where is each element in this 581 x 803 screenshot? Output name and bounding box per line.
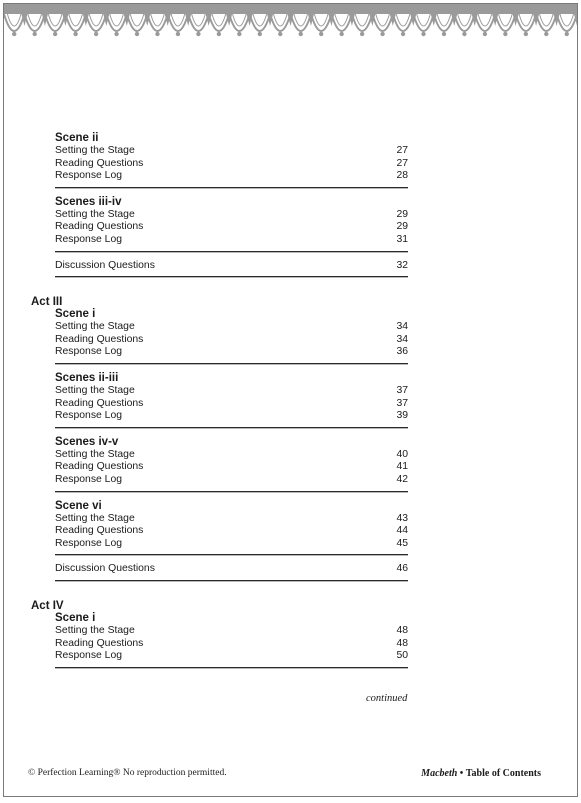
- toc-entry-label: Setting the Stage: [55, 625, 135, 636]
- scene-heading: Scenes ii-iii: [55, 372, 119, 384]
- toc-entry-label: Discussion Questions: [55, 563, 155, 575]
- toc-entry: [55, 334, 408, 346]
- toc-entry-label: Reading Questions: [55, 157, 144, 169]
- toc-entry-label: Setting the Stage: [55, 512, 135, 524]
- toc-entry: [55, 638, 408, 650]
- scalloped-border-ornament: [4, 4, 577, 52]
- continued-note: continued: [366, 693, 408, 704]
- footer-section: Table of Contents: [465, 768, 541, 779]
- toc-entry: [55, 346, 408, 358]
- toc-entry: [55, 158, 408, 170]
- scene-heading: Scene ii: [55, 132, 99, 144]
- scene-heading: Scene vi: [55, 499, 102, 512]
- act-heading: Act IV: [31, 600, 64, 612]
- toc-entry-label: Response Log: [55, 170, 123, 182]
- toc-entry-page: 48: [396, 625, 408, 636]
- divider-rule: [55, 491, 408, 493]
- toc-entry-label: Setting the Stage: [55, 321, 135, 333]
- toc-entry-page: 43: [396, 512, 408, 524]
- toc-entry-label: Setting the Stage: [55, 448, 135, 460]
- divider-rule: [55, 667, 408, 669]
- toc-entry: [55, 525, 408, 537]
- toc-entry-page: 37: [396, 397, 408, 409]
- toc-entry-label: Response Log: [55, 234, 123, 245]
- toc-entry: [55, 209, 408, 221]
- toc-entry-label: Response Log: [55, 410, 123, 422]
- toc-entry-page: 34: [396, 321, 408, 333]
- toc-entry-page: 36: [396, 346, 408, 358]
- act-heading: Act III: [31, 296, 63, 309]
- divider-rule: [55, 276, 408, 278]
- toc-entry-label: Response Log: [55, 346, 123, 358]
- toc-entry-page: 27: [396, 157, 408, 169]
- footer-separator: •: [459, 768, 464, 779]
- toc-entry-page: 27: [396, 145, 408, 156]
- footer-title: [421, 768, 541, 779]
- toc-entry: [55, 145, 408, 157]
- toc-entry-label: Reading Questions: [55, 221, 144, 233]
- toc-entry: [55, 650, 408, 662]
- divider-rule: [55, 363, 408, 365]
- toc-entry-label: Response Log: [55, 474, 123, 485]
- scene-heading: Scenes iii-iv: [55, 195, 122, 208]
- page: [3, 3, 578, 797]
- toc-entry-page: 34: [396, 333, 408, 345]
- toc-entry-label: Reading Questions: [55, 461, 144, 473]
- toc-entry-page: 39: [396, 410, 408, 422]
- toc-entry-label: Setting the Stage: [55, 208, 135, 220]
- toc-entry: [55, 260, 408, 272]
- toc-entry: [55, 385, 408, 397]
- toc-entry-page: 45: [396, 537, 408, 549]
- toc-entry-page: 40: [396, 448, 408, 460]
- toc-entry-label: Setting the Stage: [55, 145, 135, 156]
- toc-entry-label: Response Log: [55, 650, 123, 662]
- toc-entry-page: 32: [396, 259, 408, 271]
- toc-entry-label: Reading Questions: [55, 397, 144, 409]
- toc-entry-label: Reading Questions: [55, 525, 144, 537]
- toc-entry-page: 37: [396, 385, 408, 396]
- toc-entry-page: 50: [396, 650, 408, 662]
- toc-entry-page: 31: [396, 234, 408, 245]
- toc-entry-label: Discussion Questions: [55, 259, 155, 271]
- toc-entry: [55, 321, 408, 333]
- toc-entry: [55, 538, 408, 550]
- toc-entry-label: Reading Questions: [55, 333, 144, 345]
- toc-entry: [55, 449, 408, 461]
- toc-entry-page: 28: [396, 170, 408, 182]
- toc-entry: [55, 234, 408, 246]
- divider-rule: [55, 580, 408, 582]
- toc-entry-label: Response Log: [55, 537, 123, 549]
- toc-entry-page: 41: [396, 461, 408, 473]
- toc-entry: [55, 170, 408, 182]
- divider-rule: [55, 187, 408, 189]
- toc-entry-page: 48: [396, 637, 408, 649]
- scene-heading: Scene i: [55, 612, 96, 624]
- footer-copyright: © Perfection Learning® No reproduction permitted.: [28, 768, 227, 778]
- toc-entry: [55, 398, 408, 410]
- toc-entry: [55, 410, 408, 422]
- toc-entry-label: Reading Questions: [55, 637, 144, 649]
- scene-heading: Scene i: [55, 308, 96, 321]
- toc-entry: [55, 474, 408, 486]
- toc-entry-label: Setting the Stage: [55, 385, 135, 396]
- toc-entry: [55, 625, 408, 637]
- scene-heading: Scenes iv-v: [55, 435, 119, 448]
- toc-entry-page: 46: [396, 563, 408, 575]
- divider-rule: [55, 554, 408, 556]
- divider-rule: [55, 427, 408, 429]
- toc-entry: [55, 563, 408, 575]
- toc-entry-page: 42: [396, 474, 408, 485]
- toc-entry: [55, 221, 408, 233]
- toc-entry: [55, 461, 408, 473]
- toc-entry-page: 29: [396, 221, 408, 233]
- toc-entry-page: 29: [396, 208, 408, 220]
- toc-entry-page: 44: [396, 525, 408, 537]
- divider-rule: [55, 251, 408, 253]
- footer-book-title: Macbeth: [421, 768, 458, 779]
- toc-entry: [55, 513, 408, 525]
